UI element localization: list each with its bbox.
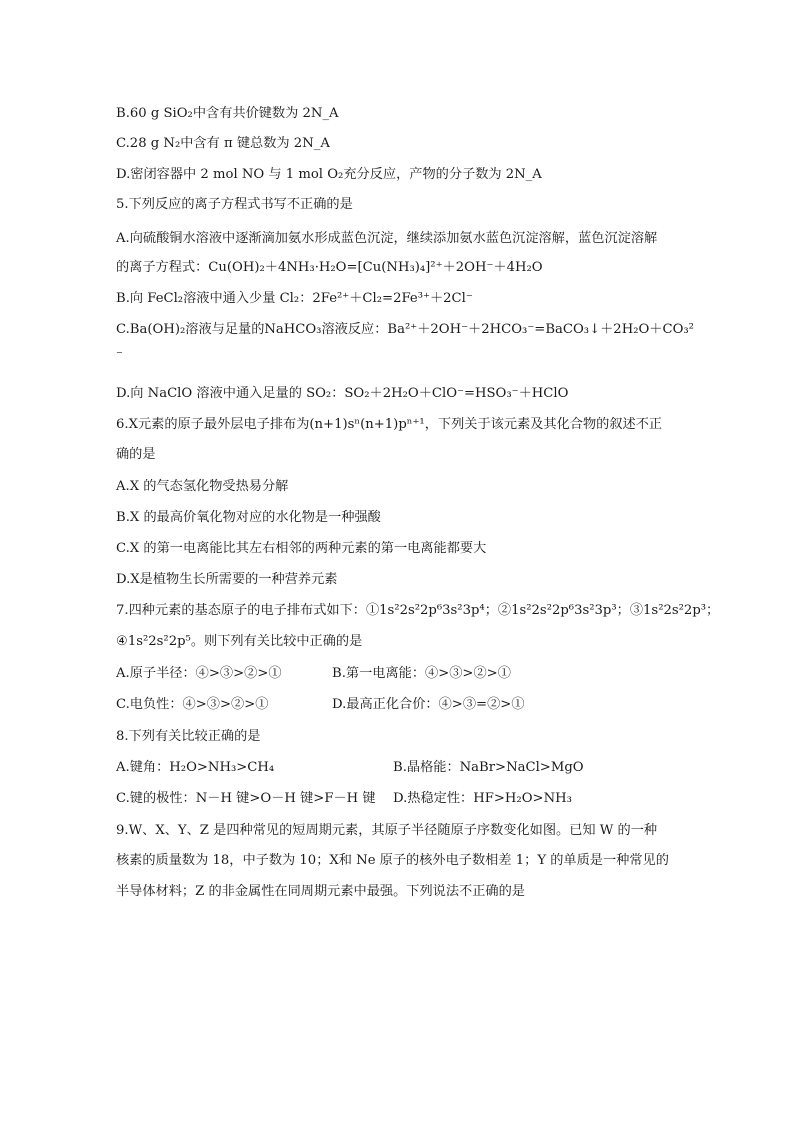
q5-option-c-line2: ⁻ <box>116 348 123 363</box>
q5-option-d: D.向 NaClO 溶液中通入足量的 SO₂：SO₂＋2H₂O＋ClO⁻=HSO₃⁻＋HClO <box>116 386 569 401</box>
q6-option-b: B.X 的最高价氧化物对应的水化物是一种强酸 <box>116 510 381 525</box>
q7-option-a: A.原子半径：④>③>②>① <box>116 666 282 681</box>
q5-option-c-line1: C.Ba(OH)₂溶液与足量的NaHCO₃溶液反应：Ba²⁺＋2OH⁻＋2HCO₃⁻=BaCO₃↓＋2H₂O＋CO₃² <box>116 322 694 337</box>
q4-option-b: B.60 g SiO₂中含有共价键数为 2N_A <box>116 106 339 121</box>
q6-option-c: C.X 的第一电离能比其左右相邻的两种元素的第一电离能都要大 <box>116 541 487 556</box>
q7-stem-line1: 7.四种元素的基态原子的电子排布式如下：①1s²2s²2p⁶3s²3p⁴；②1s²2s²2p⁶3s²3p³；③1s²2s²2p³； <box>116 603 720 618</box>
q8-option-c: C.键的极性：N－H 键>O－H 键>F－H 键 <box>116 791 376 806</box>
q7-option-b: B.第一电离能：④>③>②>① <box>332 666 511 681</box>
q9-stem-line1: 9.W、X、Y、Z 是四种常见的短周期元素，其原子半径随原子序数变化如图。已知 W 的一种 <box>116 823 658 838</box>
q8-stem: 8.下列有关比较正确的是 <box>116 729 261 744</box>
q5-stem: 5.下列反应的离子方程式书写不正确的是 <box>116 197 353 212</box>
q9-stem-line2: 核素的质量数为 18，中子数为 10；X和 Ne 原子的核外电子数相差 1；Y 的单质是一种常见的 <box>116 853 669 868</box>
q6-option-d: D.X是植物生长所需要的一种营养元素 <box>116 572 338 587</box>
q5-option-b: B.向 FeCl₂溶液中通入少量 Cl₂：2Fe²⁺＋Cl₂=2Fe³⁺＋2Cl⁻ <box>116 291 473 306</box>
q4-option-c: C.28 g N₂中含有 π 键总数为 2N_A <box>116 136 330 151</box>
q8-option-a: A.键角：H₂O>NH₃>CH₄ <box>116 760 275 775</box>
q5-option-a-line2: 的离子方程式：Cu(OH)₂＋4NH₃·H₂O=[Cu(NH₃)₄]²⁺＋2OH⁻＋4H₂O <box>116 260 543 275</box>
q6-option-a: A.X 的气态氢化物受热易分解 <box>116 479 289 494</box>
q8-option-b: B.晶格能：NaBr>NaCl>MgO <box>393 760 584 775</box>
q7-option-d: D.最高正化合价：④>③=②>① <box>332 697 525 712</box>
q7-stem-line2: ④1s²2s²2p⁵。则下列有关比较中正确的是 <box>116 634 363 649</box>
q6-stem-line1: 6.X元素的原子最外层电子排布为(n+1)sⁿ(n+1)pⁿ⁺¹，下列关于该元素及其化合物的叙述不正 <box>116 417 663 432</box>
q4-option-d: D.密闭容器中 2 mol NO 与 1 mol O₂充分反应，产物的分子数为 2N_A <box>116 167 542 182</box>
q7-option-c: C.电负性：④>③>②>① <box>116 697 269 712</box>
q8-option-d: D.热稳定性：HF>H₂O>NH₃ <box>393 791 572 806</box>
q9-stem-line3: 半导体材料；Z 的非金属性在同周期元素中最强。下列说法不正确的是 <box>116 884 525 899</box>
q5-option-a-line1: A.向硫酸铜水溶液中逐渐滴加氨水形成蓝色沉淀，继续添加氨水蓝色沉淀溶解，蓝色沉淀溶解 <box>116 231 658 246</box>
q6-stem-line2: 确的是 <box>116 447 156 462</box>
